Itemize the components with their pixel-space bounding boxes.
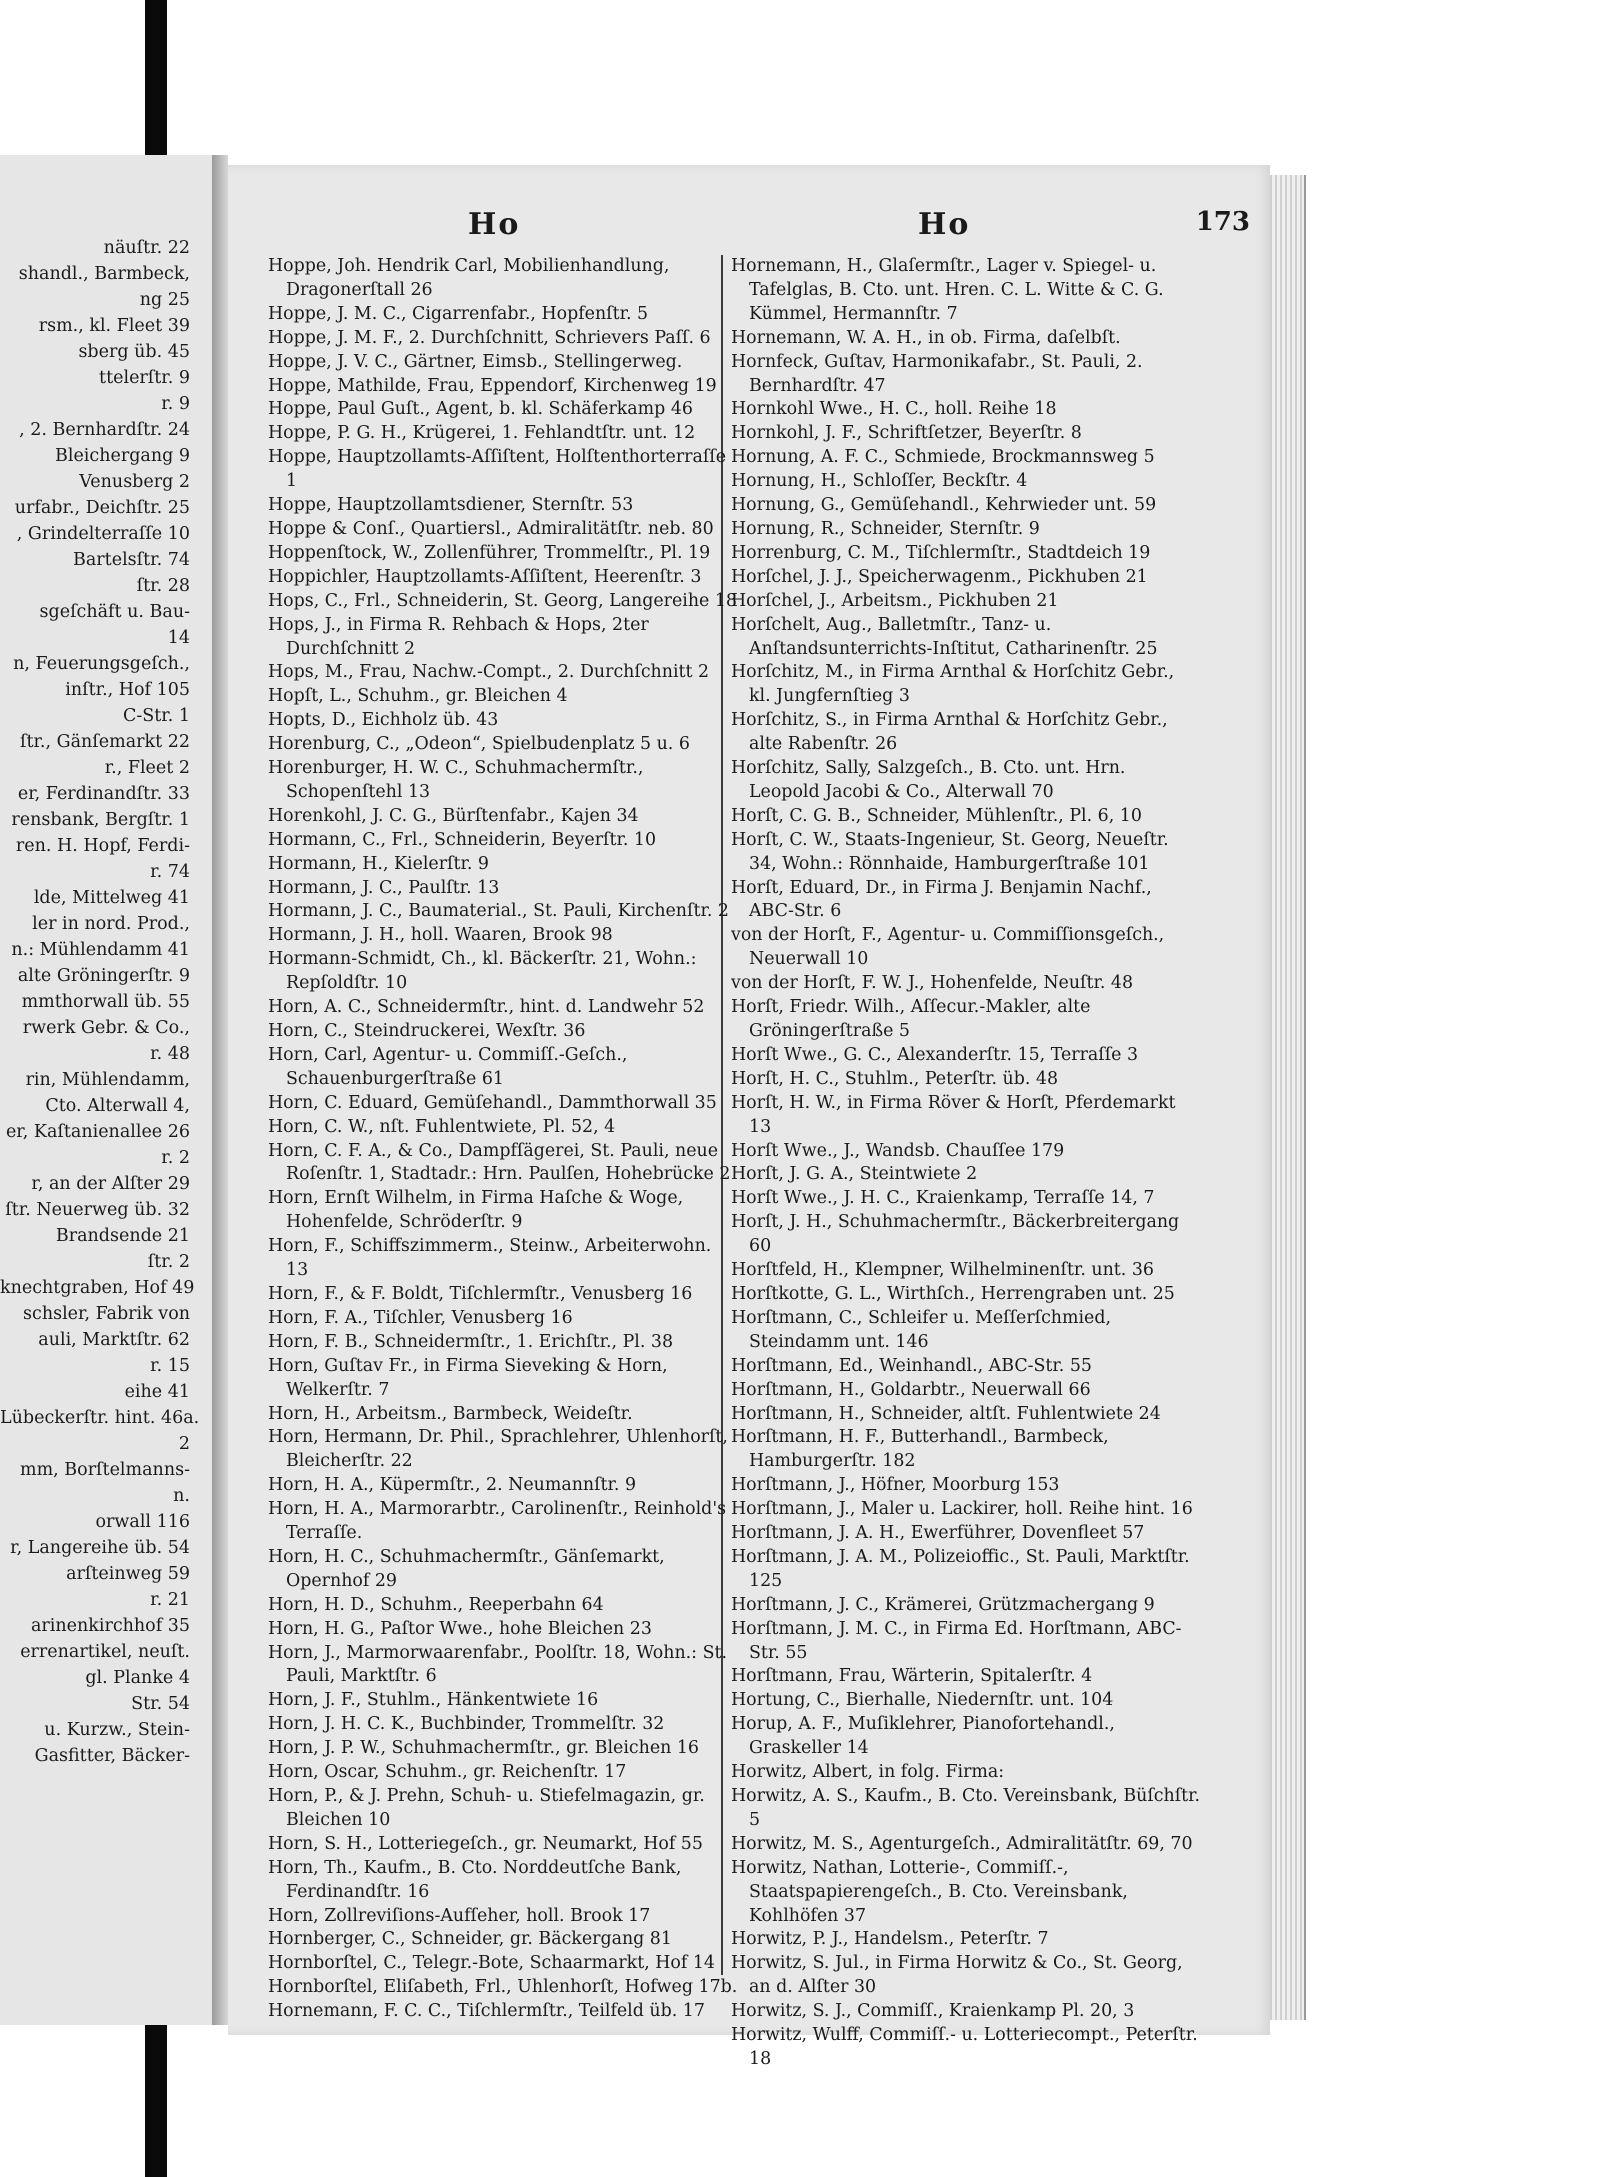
directory-entry: Horn, Oscar, Schuhm., gr. Reichenſtr. 17 bbox=[268, 1762, 627, 1783]
directory-entry: Horſtmann, J. A. H., Ewerführer, Dovenfleet 57 bbox=[731, 1523, 1145, 1544]
left-page-line: Brandsende 21 bbox=[55, 1226, 190, 1246]
directory-entry: Hoppe & Conſ., Quartiersl., Admiralitätſtr. neb. 80 bbox=[268, 518, 714, 539]
directory-entry: Horn, J. P. W., Schuhmachermſtr., gr. Bleichen 16 bbox=[268, 1738, 699, 1759]
directory-entry: Horn, H. G., Paſtor Wwe., hohe Bleichen 23 bbox=[268, 1618, 652, 1639]
left-page-line: inſtr., Hof 105 bbox=[65, 680, 190, 700]
left-page-line: er, Kaſtanienallee 26 bbox=[5, 1122, 190, 1142]
directory-entry: Hops, M., Frau, Nachw.-Compt., 2. Durchſchnitt 2 bbox=[268, 662, 710, 683]
left-page-line: ſtr. 2 bbox=[147, 1252, 190, 1272]
right-page bbox=[228, 165, 1270, 2069]
directory-column-right bbox=[731, 255, 1201, 2072]
left-page-line: 2 bbox=[178, 1434, 190, 1454]
directory-entry: Horn, C., Steindruckerei, Wexſtr. 36 bbox=[268, 1021, 586, 1041]
left-page-line: Str. 54 bbox=[131, 1694, 190, 1714]
directory-entry: Horſtmann, Frau, Wärterin, Spitalerſtr. 4 bbox=[731, 1666, 1093, 1687]
left-page-line: ſtr. 28 bbox=[136, 576, 190, 596]
left-page-line: shandl., Barmbeck, bbox=[18, 264, 190, 284]
directory-entry: Horn, Guſtav Fr., in Firma Sieveking & Horn, Welkerſtr. 7 bbox=[268, 1355, 668, 1400]
left-page-line: r. 74 bbox=[150, 862, 190, 882]
left-page-line: lde, Mittelweg 41 bbox=[33, 888, 190, 908]
directory-entry: Hormann, C., Frl., Schneiderin, Beyerſtr. 10 bbox=[268, 829, 657, 850]
directory-entry: Hoppe, Joh. Hendrik Carl, Mobilienhandlung, Dragonerſtall 26 bbox=[268, 256, 670, 300]
book-spine bbox=[212, 155, 228, 2025]
left-page-line: rsm., kl. Fleet 39 bbox=[38, 316, 190, 336]
left-page-line: r. 21 bbox=[150, 1590, 190, 1610]
directory-entry: Hops, J., in Firma R. Rehbach & Hops, 2ter Durchſchnitt 2 bbox=[268, 614, 649, 659]
left-page-line: , Grindelterraſſe 10 bbox=[16, 524, 190, 544]
directory-entry: Hoppe, Hauptzollamtsdiener, Sternſtr. 53 bbox=[268, 495, 634, 516]
directory-entry: Horſtmann, J., Höfner, Moorburg 153 bbox=[731, 1475, 1060, 1496]
directory-entry: Horſchitz, S., in Firma Arnthal & Horſchitz Gebr., alte Rabenſtr. 26 bbox=[731, 710, 1168, 755]
directory-entry: Horſtmann, J. M. C., in Firma Ed. Horſtmann, ABC-Str. 55 bbox=[731, 1618, 1182, 1663]
left-page-line: ler in nord. Prod., bbox=[32, 914, 190, 934]
page-edges bbox=[1270, 175, 1306, 2020]
left-page-line: r., Fleet 2 bbox=[104, 758, 190, 778]
directory-entry: Horſtmann, C., Schleifer u. Meſſerſchmied, Steindamm unt. 146 bbox=[731, 1307, 1112, 1352]
directory-entry: Hopſt, L., Schuhm., gr. Bleichen 4 bbox=[268, 686, 568, 707]
directory-entry: Horwitz, Nathan, Lotterie-, Commiſſ.-, Staatspapierengeſch., B. Cto. Vereinsbank, Kohlhöfen 37 bbox=[731, 1857, 1128, 1926]
page-header bbox=[228, 207, 1270, 247]
directory-entry: Horn, F. B., Schneidermſtr., 1. Erichſtr., Pl. 38 bbox=[268, 1331, 674, 1352]
directory-entry: Horrenburg, C. M., Tiſchlermſtr., Stadtdeich 19 bbox=[731, 542, 1151, 563]
left-page-line: r. 48 bbox=[150, 1044, 190, 1064]
directory-entry: Horſtfeld, H., Klempner, Wilhelminenſtr. unt. 36 bbox=[731, 1260, 1154, 1281]
directory-entry: Horn, J. H. C. K., Buchbinder, Trommelſtr. 32 bbox=[268, 1714, 665, 1735]
left-page-line: Gasfitter, Bäcker- bbox=[34, 1746, 190, 1766]
left-page-line: arinenkirchhof 35 bbox=[30, 1616, 190, 1636]
directory-entry: Horn, H. A., Marmorarbtr., Carolinenſtr., Reinhold's Terraſſe. bbox=[268, 1499, 727, 1544]
left-page-line: ſtr., Gänſemarkt 22 bbox=[19, 732, 190, 752]
directory-entry: Horup, A. F., Muſiklehrer, Pianofortehandl., Graskeller 14 bbox=[731, 1714, 1115, 1759]
directory-entry: Hoppenſtock, W., Zollenführer, Trommelſtr., Pl. 19 bbox=[268, 542, 711, 563]
left-page-line: 14 bbox=[167, 628, 190, 648]
directory-entry: Horn, H. D., Schuhm., Reeperbahn 64 bbox=[268, 1594, 604, 1615]
left-page-line: r, Langereihe üb. 54 bbox=[10, 1538, 190, 1558]
directory-entry: Horwitz, S. Jul., in Firma Horwitz & Co., St. Georg, an d. Alſter 30 bbox=[731, 1953, 1183, 1998]
left-page-line: sgeſchäft u. Bau- bbox=[39, 602, 190, 622]
left-page-line: Bartelsſtr. 74 bbox=[73, 550, 190, 570]
directory-entry: Horwitz, P. J., Handelsm., Peterſtr. 7 bbox=[731, 1929, 1049, 1950]
directory-entry: Hoppe, Hauptzollamts-Aſſiſtent, Holſtenthorterraſſe 1 bbox=[268, 447, 726, 492]
directory-entry: Horſchel, J., Arbeitsm., Pickhuben 21 bbox=[731, 590, 1059, 611]
left-page-line: r. 9 bbox=[161, 394, 190, 414]
left-page bbox=[0, 155, 214, 2025]
directory-entry: Horſt, J. G. A., Steintwiete 2 bbox=[731, 1164, 978, 1185]
directory-entry: Horſchelt, Aug., Balletmſtr., Tanz- u. Anſtandsunterrichts-Inſtitut, Catharinenſtr. 25 bbox=[731, 614, 1158, 659]
left-page-line: rin, Mühlendamm, bbox=[25, 1070, 190, 1090]
directory-entry: Horſtmann, H. F., Butterhandl., Barmbeck, Hamburgerſtr. 182 bbox=[731, 1427, 1109, 1472]
directory-entry: Hornfeck, Guſtav, Harmonikafabr., St. Pauli, 2. Bernhardſtr. 47 bbox=[731, 351, 1143, 396]
directory-entry: Horn, Ernſt Wilhelm, in Firma Haſche & Woge, Hohenfelde, Schröderſtr. 9 bbox=[268, 1188, 684, 1233]
left-page-line: , 2. Bernhardſtr. 24 bbox=[19, 420, 190, 440]
directory-entry: Horn, Zollreviſions-Aufſeher, holl. Brook 17 bbox=[268, 1905, 651, 1926]
directory-entry: Horſt, H. C., Stuhlm., Peterſtr. üb. 48 bbox=[731, 1068, 1059, 1089]
directory-entry: Horſt Wwe., G. C., Alexanderſtr. 15, Terraſſe 3 bbox=[731, 1044, 1139, 1065]
left-page-line: ren. H. Hopf, Ferdi- bbox=[15, 836, 190, 856]
directory-entry: Horſt, C. W., Staats-Ingenieur, St. Georg, Neueſtr. 34, Wohn.: Rönnhaide, Hamburgerſtraße 101 bbox=[731, 829, 1169, 874]
directory-entry: Horwitz, Wulff, Commiſſ.- u. Lotteriecompt., Peterſtr. 18 bbox=[731, 2025, 1198, 2069]
directory-entry: Horn, Hermann, Dr. Phil., Sprachlehrer, Uhlenhorſt, Bleicherſtr. 22 bbox=[268, 1427, 728, 1472]
directory-entry: Horn, S. H., Lotteriegeſch., gr. Neumarkt, Hof 55 bbox=[268, 1833, 703, 1854]
directory-entry: Horſtmann, J., Maler u. Lackirer, holl. Reihe hint. 16 bbox=[731, 1499, 1193, 1520]
directory-entry: Horſchel, J. J., Speicherwagenm., Pickhuben 21 bbox=[731, 566, 1148, 587]
directory-entry: Horwitz, S. J., Commiſſ., Kraienkamp Pl. 20, 3 bbox=[731, 2001, 1135, 2022]
directory-entry: Horſchitz, M., in Firma Arnthal & Horſchitz Gebr., kl. Jungfernſtieg 3 bbox=[731, 662, 1175, 707]
directory-entry: Hormann, H., Kielerſtr. 9 bbox=[268, 853, 489, 874]
left-page-line: ng 25 bbox=[139, 290, 190, 310]
directory-entry: Hornberger, C., Schneider, gr. Bäckergang 81 bbox=[268, 1929, 672, 1950]
left-page-line: Lübeckerſtr. hint. 46a. bbox=[0, 1408, 200, 1428]
running-head-left: Ho bbox=[468, 207, 521, 242]
directory-entry: Horwitz, A. S., Kaufm., B. Cto. Vereinsbank, Büſchſtr. 5 bbox=[731, 1786, 1201, 1830]
left-page-line: er, Ferdinandſtr. 33 bbox=[17, 784, 190, 804]
directory-entry: Hops, C., Frl., Schneiderin, St. Georg, Langereihe 18 bbox=[268, 590, 737, 611]
directory-entry: Hornung, R., Schneider, Sternſtr. 9 bbox=[731, 518, 1040, 539]
directory-entry: Horſt, C. G. B., Schneider, Mühlenſtr., Pl. 6, 10 bbox=[731, 805, 1142, 826]
directory-entry: Horn, Carl, Agentur- u. Commiſſ.-Geſch., Schauenburgerſtraße 61 bbox=[268, 1044, 628, 1089]
directory-entry: Horſt, Eduard, Dr., in Firma J. Benjamin Nachf., ABC-Str. 6 bbox=[731, 877, 1152, 922]
directory-entry: Horn, F., & F. Boldt, Tiſchlermſtr., Venusberg 16 bbox=[268, 1283, 693, 1304]
directory-entry: von der Horſt, F. W. J., Hohenfelde, Neuſtr. 48 bbox=[731, 973, 1134, 994]
left-page-line: r, an der Alſter 29 bbox=[31, 1174, 190, 1194]
directory-column-left bbox=[268, 255, 738, 2024]
directory-entry: Horn, C. F. A., & Co., Dampfſägerei, St. Pauli, neue Roſenſtr. 1, Stadtadr.: Hrn. Paulſen, Hohebrücke 2 bbox=[268, 1140, 731, 1185]
left-page-line: sberg üb. 45 bbox=[78, 342, 190, 362]
left-page-line: knechtgraben, Hof 49 bbox=[0, 1278, 195, 1298]
directory-entry: Horſtmann, H., Goldarbtr., Neuerwall 66 bbox=[731, 1379, 1091, 1400]
directory-entry: Hornborſtel, C., Telegr.-Bote, Schaarmarkt, Hof 14 bbox=[268, 1953, 715, 1974]
directory-entry: Horſtmann, Ed., Weinhandl., ABC-Str. 55 bbox=[731, 1355, 1092, 1376]
left-page-line: auli, Marktſtr. 62 bbox=[38, 1330, 190, 1350]
directory-entry: Hornkohl, J. F., Schriftſetzer, Beyerſtr. 8 bbox=[731, 423, 1082, 444]
directory-entry: Horn, H., Arbeitsm., Barmbeck, Weideſtr. bbox=[268, 1403, 633, 1424]
left-page-line: n. bbox=[173, 1486, 190, 1506]
directory-entry: Horn, A. C., Schneidermſtr., hint. d. Landwehr 52 bbox=[268, 997, 705, 1018]
left-page-line: rwerk Gebr. & Co., bbox=[22, 1018, 190, 1038]
directory-entry: Horenburger, H. W. C., Schuhmachermſtr., Schopenſtehl 13 bbox=[268, 758, 644, 802]
directory-entry: Horn, P., & J. Prehn, Schuh- u. Stiefelmagazin, gr. Bleichen 10 bbox=[268, 1786, 705, 1830]
directory-entry: Hornkohl Wwe., H. C., holl. Reihe 18 bbox=[731, 399, 1057, 420]
left-page-line: ttelerſtr. 9 bbox=[99, 368, 190, 388]
left-page-line: mmthorwall üb. 55 bbox=[21, 992, 190, 1012]
directory-entry: Horſchitz, Sally, Salzgeſch., B. Cto. unt. Hrn. Leopold Jacobi & Co., Alterwall 70 bbox=[731, 758, 1126, 802]
directory-entry: Horn, C. W., nſt. Fuhlentwiete, Pl. 52, 4 bbox=[268, 1116, 616, 1137]
left-page-line: alte Gröningerſtr. 9 bbox=[17, 966, 190, 986]
directory-entry: Hortung, C., Bierhalle, Niedernſtr. unt. 104 bbox=[731, 1690, 1114, 1711]
directory-entry: Hoppe, J. V. C., Gärtner, Eimsb., Stellingerweg. bbox=[268, 351, 683, 372]
directory-entry: Horn, H. A., Küpermſtr., 2. Neumannſtr. 9 bbox=[268, 1475, 637, 1496]
directory-entry: Hornung, G., Gemüſehandl., Kehrwieder unt. 59 bbox=[731, 495, 1157, 516]
left-page-text bbox=[0, 235, 214, 1769]
scan-border-top bbox=[145, 0, 167, 160]
directory-entry: Hornemann, F. C. C., Tiſchlermſtr., Teilfeld üb. 17 bbox=[268, 2001, 705, 2022]
directory-entry: Horn, H. C., Schuhmachermſtr., Gänſemarkt, Opernhof 29 bbox=[268, 1546, 665, 1591]
directory-entry: Hormann-Schmidt, Ch., kl. Bäckerſtr. 21, Wohn.: Repſoldſtr. 10 bbox=[268, 949, 697, 994]
directory-entry: Horſtkotte, G. L., Wirthſch., Herrengraben unt. 25 bbox=[731, 1283, 1175, 1304]
running-head-right: Ho bbox=[918, 207, 971, 242]
directory-entry: Horſt Wwe., J., Wandsb. Chauſſee 179 bbox=[731, 1140, 1065, 1161]
directory-entry: Hoppe, P. G. H., Krügerei, 1. Fehlandtſtr. unt. 12 bbox=[268, 423, 696, 444]
left-page-line: näuſtr. 22 bbox=[103, 238, 190, 258]
directory-entry: Horn, J. F., Stuhlm., Hänkentwiete 16 bbox=[268, 1690, 599, 1711]
directory-entry: Horn, F. A., Tiſchler, Venusberg 16 bbox=[268, 1307, 573, 1328]
left-page-line: C-Str. 1 bbox=[122, 706, 190, 726]
directory-entry: von der Horſt, F., Agentur- u. Commiſſionsgeſch., Neuerwall 10 bbox=[731, 925, 1165, 970]
directory-entry: Horenburg, C., „Odeon“, Spielbudenplatz 5 u. 6 bbox=[268, 734, 690, 755]
left-page-line: errenartikel, neuſt. bbox=[20, 1642, 190, 1662]
directory-entry: Hornung, H., Schloſſer, Beckſtr. 4 bbox=[731, 471, 1028, 492]
directory-entry: Horſt Wwe., J. H. C., Kraienkamp, Terraſſe 14, 7 bbox=[731, 1188, 1155, 1209]
directory-entry: Horwitz, M. S., Agenturgeſch., Admiralitätſtr. 69, 70 bbox=[731, 1833, 1193, 1854]
left-page-line: eihe 41 bbox=[124, 1382, 190, 1402]
scan-border-bottom bbox=[145, 2010, 167, 2177]
directory-entry: Hormann, J. C., Baumaterial., St. Pauli, Kirchenſtr. 2 bbox=[268, 901, 729, 922]
left-page-line: mm, Borſtelmanns- bbox=[19, 1460, 190, 1480]
left-page-line: schsler, Fabrik von bbox=[23, 1304, 190, 1324]
directory-entry: Horn, Th., Kaufm., B. Cto. Norddeutſche Bank, Ferdinandſtr. 16 bbox=[268, 1857, 682, 1902]
directory-entry: Horn, C. Eduard, Gemüſehandl., Dammthorwall 35 bbox=[268, 1092, 717, 1113]
directory-entry: Hoppe, Paul Guſt., Agent, b. kl. Schäferkamp 46 bbox=[268, 399, 693, 420]
left-page-line: rensbank, Bergſtr. 1 bbox=[11, 810, 190, 830]
directory-entry: Hoppichler, Hauptzollamts-Aſſiſtent, Heerenſtr. 3 bbox=[268, 566, 702, 587]
directory-entry: Hopts, D., Eichholz üb. 43 bbox=[268, 710, 499, 731]
left-page-line: r. 2 bbox=[161, 1148, 190, 1168]
directory-entry: Hornborſtel, Eliſabeth, Frl., Uhlenhorſt, Hofweg 17b. bbox=[268, 1977, 738, 1998]
directory-entry: Hornemann, W. A. H., in ob. Firma, daſelbſt. bbox=[731, 327, 1121, 348]
directory-entry: Horſtmann, J. C., Krämerei, Grützmachergang 9 bbox=[731, 1594, 1155, 1615]
left-page-line: Cto. Alterwall 4, bbox=[45, 1096, 190, 1116]
directory-entry: Horſt, J. H., Schuhmachermſtr., Bäckerbreitergang 60 bbox=[731, 1212, 1180, 1257]
directory-entry: Horſtmann, H., Schneider, altſt. Fuhlentwiete 24 bbox=[731, 1403, 1161, 1424]
left-page-line: Bleichergang 9 bbox=[54, 446, 190, 466]
left-page-line: Venusberg 2 bbox=[79, 472, 190, 492]
left-page-line: n.: Mühlendamm 41 bbox=[11, 940, 190, 960]
directory-entry: Horwitz, Albert, in folg. Firma: bbox=[731, 1762, 1005, 1783]
left-page-line: gl. Planke 4 bbox=[85, 1668, 190, 1688]
left-page-line: ſtr. Neuerweg üb. 32 bbox=[5, 1200, 190, 1220]
directory-entry: Hoppe, J. M. C., Cigarrenfabr., Hopfenſtr. 5 bbox=[268, 303, 649, 324]
directory-entry: Hornemann, H., Glaſermſtr., Lager v. Spiegel- u. Tafelglas, B. Cto. unt. Hren. C. L. Witte & C. G. Kümmel, Hermannſtr. 7 bbox=[731, 256, 1164, 324]
left-page-line: arſteinweg 59 bbox=[66, 1564, 190, 1584]
page-number: 173 bbox=[1195, 207, 1250, 237]
directory-entry: Hoppe, J. M. F., 2. Durchſchnitt, Schrievers Paſſ. 6 bbox=[268, 327, 711, 348]
left-page-line: r. 15 bbox=[150, 1356, 190, 1376]
directory-entry: Hoppe, Mathilde, Frau, Eppendorf, Kirchenweg 19 bbox=[268, 375, 717, 396]
directory-entry: Horn, J., Marmorwaarenfabr., Poolſtr. 18, Wohn.: St. Pauli, Marktſtr. 6 bbox=[268, 1642, 727, 1687]
directory-entry: Horn, F., Schiffszimmerm., Steinw., Arbeiterwohn. 13 bbox=[268, 1236, 712, 1281]
directory-entry: Horſtmann, J. A. M., Polizeioffic., St. Pauli, Marktſtr. 125 bbox=[731, 1546, 1190, 1591]
directory-entry: Hormann, J. H., holl. Waaren, Brook 98 bbox=[268, 925, 613, 946]
directory-entry: Horſt, Friedr. Wilh., Aſſecur.-Makler, alte Gröningerſtraße 5 bbox=[731, 997, 1091, 1041]
left-page-line: u. Kurzw., Stein- bbox=[44, 1720, 190, 1740]
directory-entry: Hormann, J. C., Paulſtr. 13 bbox=[268, 877, 500, 898]
left-page-line: urfabr., Deichſtr. 25 bbox=[14, 498, 190, 518]
left-page-line: n, Feuerungsgeſch., bbox=[13, 654, 190, 674]
directory-entry: Horſt, H. W., in Firma Röver & Horſt, Pferdemarkt 13 bbox=[731, 1092, 1176, 1137]
left-page-line: orwall 116 bbox=[95, 1512, 190, 1532]
directory-entry: Hornung, A. F. C., Schmiede, Brockmannsweg 5 bbox=[731, 447, 1155, 468]
directory-entry: Horenkohl, J. C. G., Bürſtenfabr., Kajen 34 bbox=[268, 805, 639, 826]
